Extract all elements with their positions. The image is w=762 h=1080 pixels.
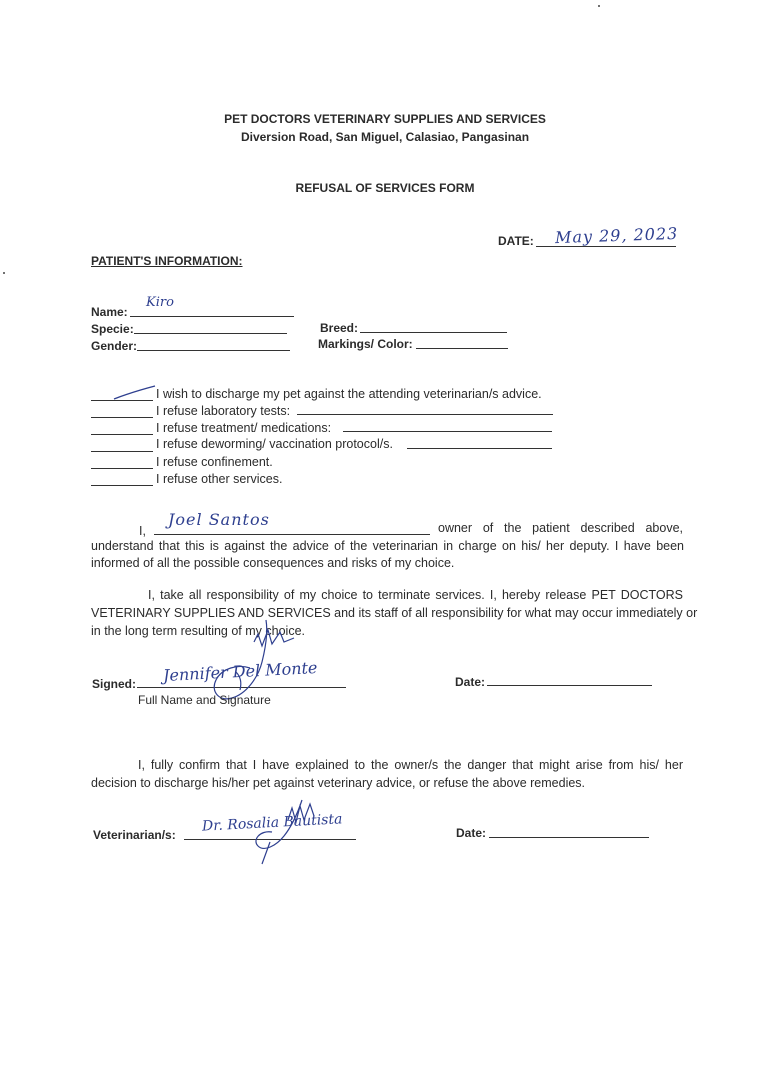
veterinarian-date-line — [489, 837, 649, 838]
laboratory-line — [297, 414, 553, 415]
checklist-item-laboratory: I refuse laboratory tests: — [156, 404, 291, 418]
statement2-line3: in the long term resulting of my choice. — [91, 624, 305, 638]
statement1-line3: informed of all the possible consequences and risks of my choice. — [91, 556, 455, 570]
scan-speck — [598, 5, 600, 7]
statement2-line1: I, take all responsibility of my choice to terminate services. I, hereby release PET DOCTORS — [148, 588, 683, 602]
signed-date-label: Date: — [455, 675, 486, 689]
form-title: REFUSAL OF SERVICES FORM — [295, 181, 475, 195]
gender-label: Gender: — [91, 339, 138, 353]
owner-name-value: Joel Santos — [168, 510, 270, 529]
gender-line — [137, 350, 290, 351]
specie-label: Specie: — [91, 322, 134, 336]
name-line — [130, 316, 294, 317]
checklist-item-confinement: I refuse confinement. — [156, 455, 273, 469]
owner-name-line — [154, 534, 430, 535]
statement2-line2: VETERINARY SUPPLIES AND SERVICES and its staff of all responsibility for what may occur immediately or — [91, 606, 698, 620]
markings-label: Markings/ Color: — [318, 337, 413, 351]
specie-line — [134, 333, 287, 334]
checklist-item-deworming: I refuse deworming/ vaccination protocol/s. — [156, 437, 393, 451]
check-line-4 — [91, 451, 153, 452]
veterinarian-date-label: Date: — [456, 826, 487, 840]
company-address: Diversion Road, San Miguel, Calasiao, Pangasinan — [240, 130, 530, 144]
name-label: Name: — [91, 305, 128, 319]
check-line-6 — [91, 485, 153, 486]
patient-info-heading: PATIENT'S INFORMATION: — [91, 254, 243, 268]
company-name: PET DOCTORS VETERINARY SUPPLIES AND SERVICES — [224, 112, 546, 126]
statement1-line2: understand that this is against the advice of the veterinarian in charge on his/ her deputy. I have been — [91, 539, 684, 553]
date-value: May 29, 2023 — [554, 223, 679, 248]
breed-line — [360, 332, 507, 333]
veterinarian-value: Dr. Rosalia Bautista — [201, 811, 343, 835]
check-line-2 — [91, 417, 153, 418]
signed-value: Jennifer Del Monte — [162, 657, 318, 686]
statement1-prefix: I, — [139, 524, 146, 538]
checklist-item-discharge: I wish to discharge my pet against the attending veterinarian/s advice. — [156, 387, 542, 401]
check-line-3 — [91, 434, 153, 435]
checkmark-icon — [112, 384, 157, 402]
date-label: DATE: — [498, 234, 534, 248]
checklist-item-other: I refuse other services. — [156, 472, 283, 486]
deworming-line — [407, 448, 552, 449]
scan-speck — [3, 272, 5, 274]
check-line-5 — [91, 468, 153, 469]
statement3-line2: decision to discharge his/her pet against veterinary advice, or refuse the above remedies. — [91, 776, 586, 790]
breed-label: Breed: — [320, 321, 359, 335]
statement1-line1: owner of the patient described above, — [438, 521, 683, 535]
veterinarian-signature-scribble — [240, 796, 330, 868]
veterinarian-label: Veterinarian/s: — [93, 828, 176, 842]
treatment-line — [343, 431, 552, 432]
checklist-item-treatment: I refuse treatment/ medications: — [156, 421, 332, 435]
name-value: Kiro — [146, 295, 174, 310]
signed-label: Signed: — [92, 677, 136, 691]
markings-line — [416, 348, 508, 349]
signed-date-line — [487, 685, 652, 686]
signed-caption: Full Name and Signature — [138, 693, 271, 707]
statement3-line1: I, fully confirm that I have explained to the owner/s the danger that might arise from his/ her — [138, 758, 683, 772]
